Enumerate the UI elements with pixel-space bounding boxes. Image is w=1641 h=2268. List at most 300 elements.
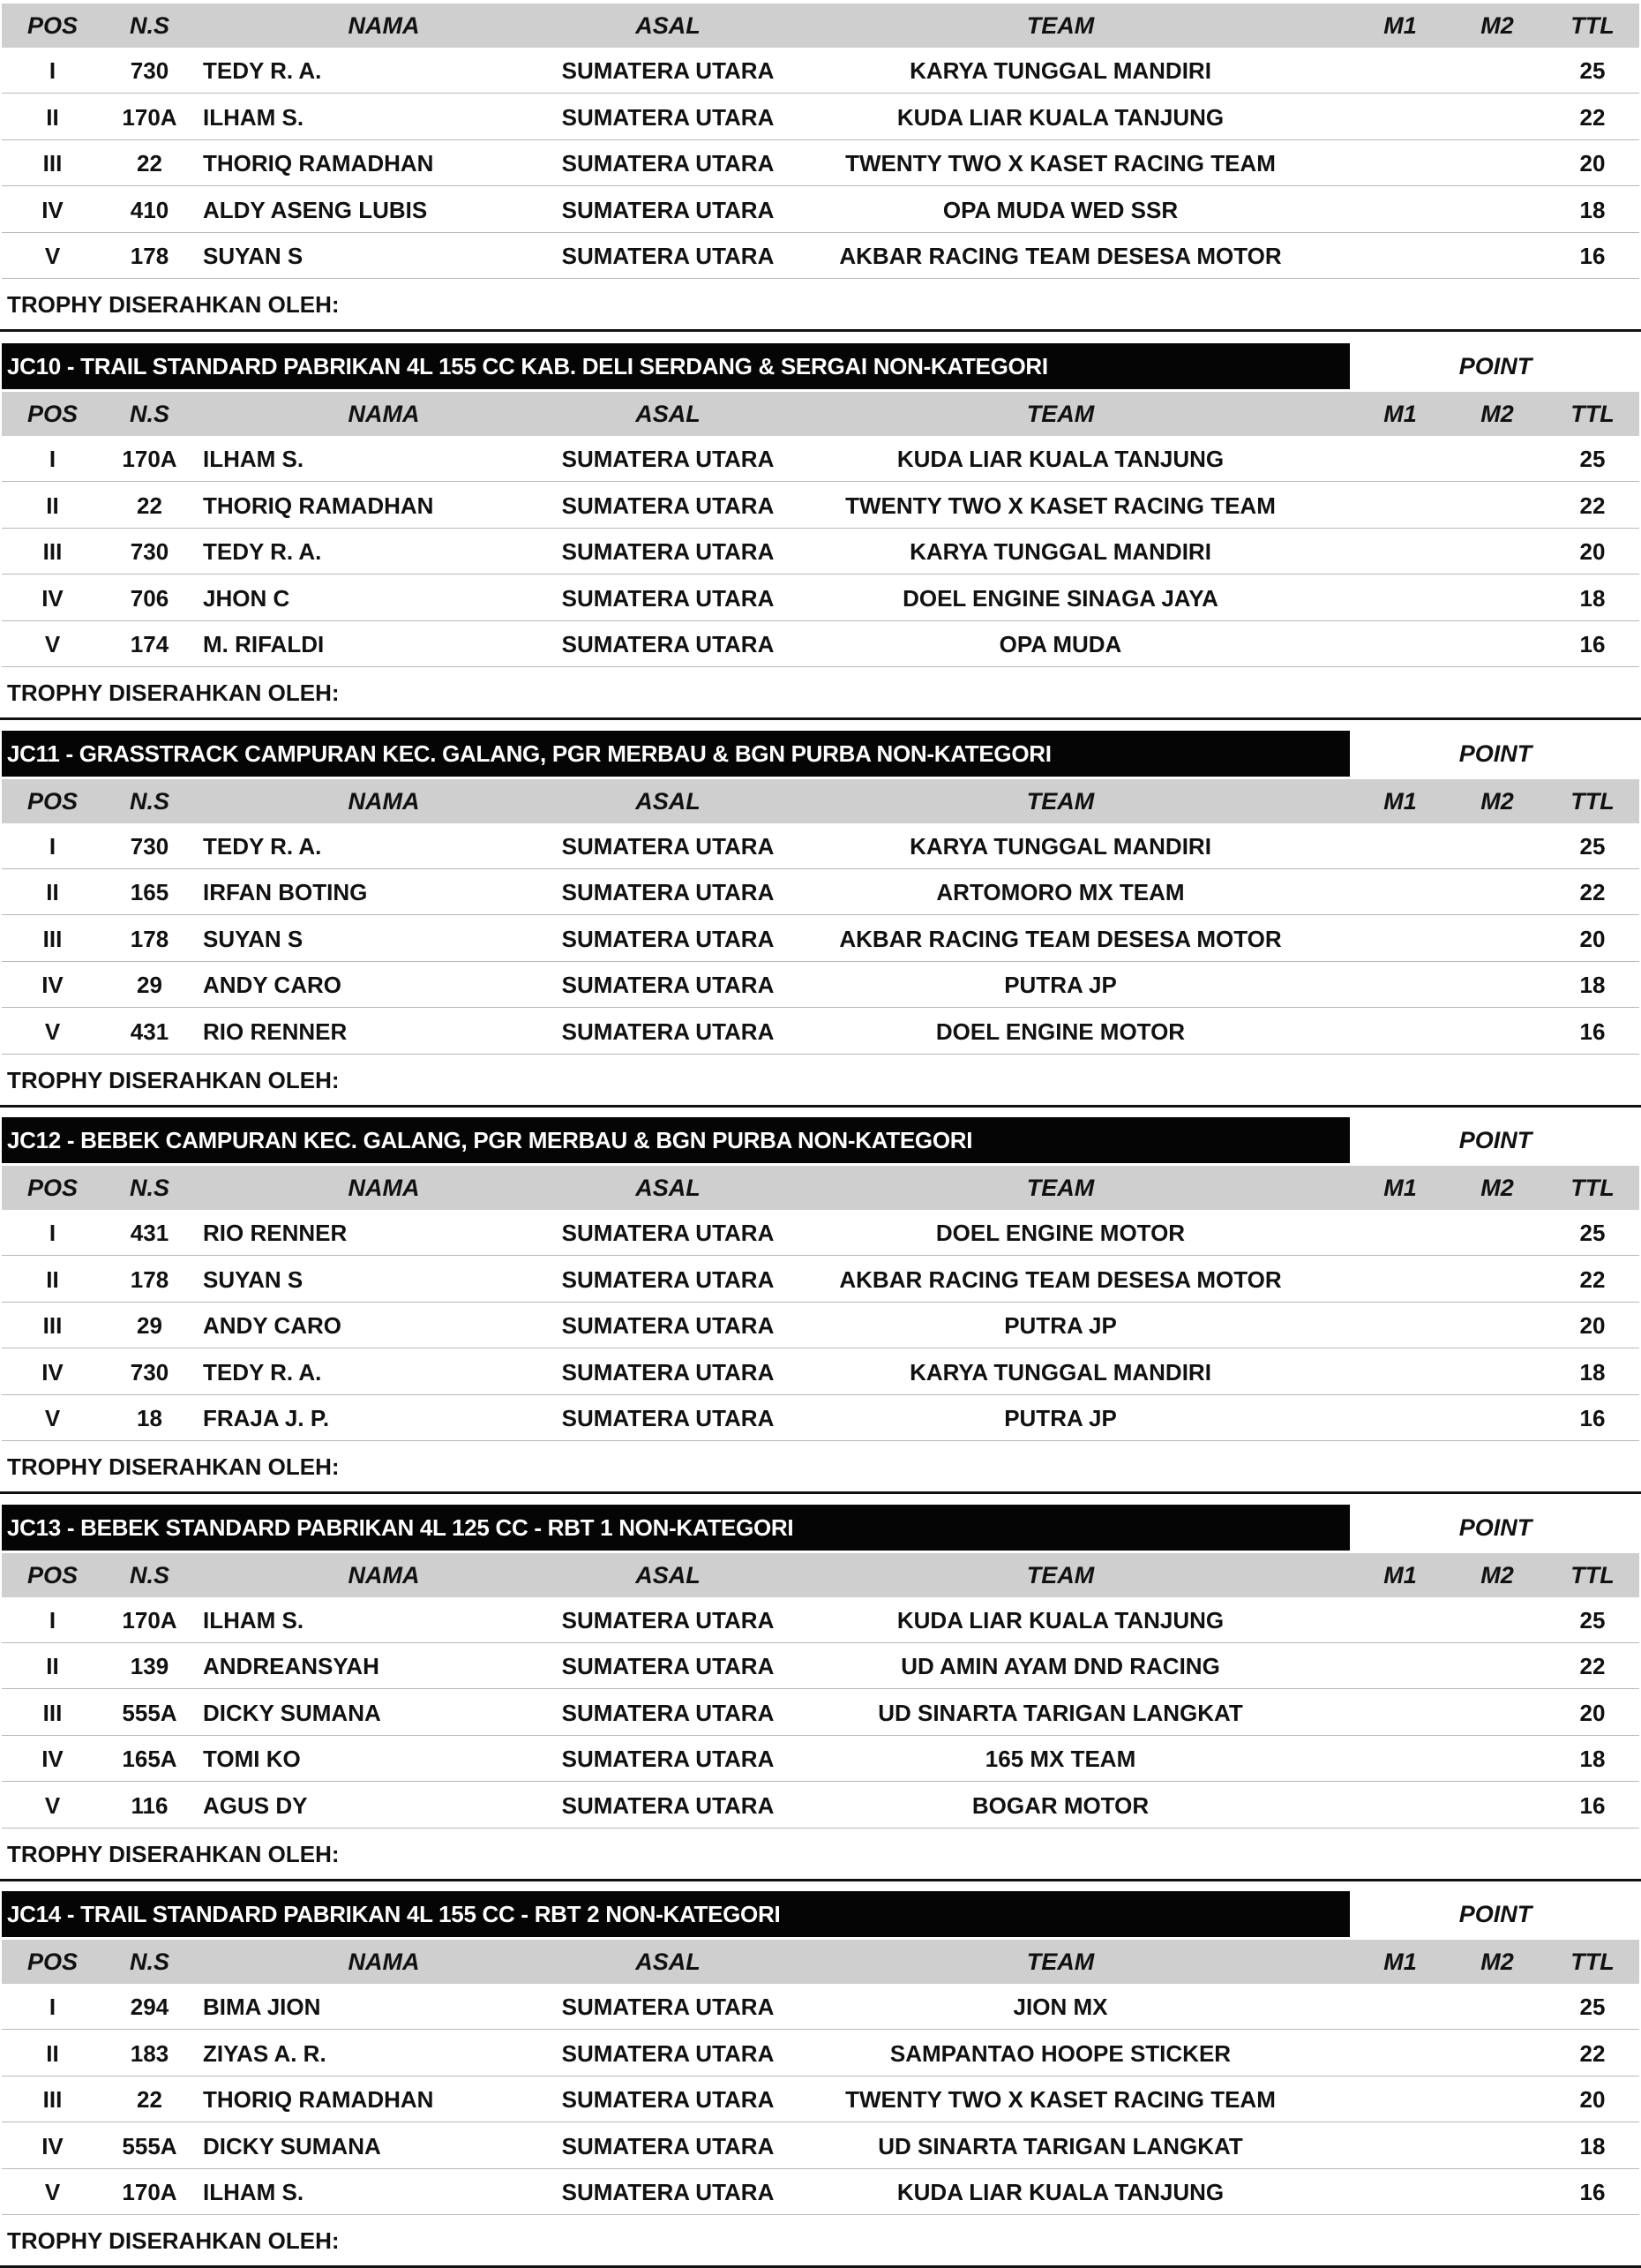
cell-m2 [1449,1349,1546,1395]
table-row [2,1257,1639,1303]
cell-nama: THORIQ RAMADHAN [203,492,434,519]
cell-m1 [1352,436,1449,482]
table-row [2,1395,1639,1441]
cell-asal: SUMATERA UTARA [561,2179,775,2206]
cell-team: KUDA LIAR KUALA TANJUNG [896,1606,1225,1633]
cell-ns: 730 [130,538,169,566]
cell-asal: SUMATERA UTARA [561,584,775,612]
cell-ttl: 20 [1579,538,1606,566]
cell-m2 [1449,436,1546,482]
cell-m1 [1352,529,1449,575]
cell-team: PUTRA JP [1004,1312,1117,1340]
cell-asal: SUMATERA UTARA [561,1358,775,1386]
point-label: POINT [1458,1127,1532,1153]
cell-team: TWENTY TWO X KASET RACING TEAM [845,492,1276,519]
cell-asal: SUMATERA UTARA [561,1018,775,1045]
cell-ttl: 22 [1579,2039,1606,2067]
table-row [2,962,1639,1008]
cell-nama: RIO RENNER [203,1018,348,1045]
cell-team: SAMPANTAO HOOPE STICKER [889,2039,1232,2067]
cell-team: PUTRA JP [1004,972,1117,999]
cell-team: OPA MUDA [999,631,1122,658]
column-header-asal: ASAL [635,401,701,427]
cell-m2 [1449,1783,1546,1829]
cell-asal: SUMATERA UTARA [561,2086,775,2114]
cell-pos: V [44,631,61,658]
cell-ns: 183 [130,2039,169,2067]
table-row [2,140,1639,186]
table-row [2,916,1639,962]
cell-m2 [1449,869,1546,915]
cell-nama: ZIYAS A. R. [203,2039,326,2067]
cell-m1 [1352,1395,1449,1441]
cell-pos: II [46,879,59,906]
trophy-label: TROPHY DISERAHKAN OLEH: [7,1066,340,1093]
cell-ttl: 22 [1579,1265,1606,1293]
cell-ns: 29 [137,1312,162,1340]
cell-pos: II [46,2039,59,2067]
cell-m1 [1352,1690,1449,1736]
cell-ns: 18 [137,1405,162,1432]
table-row [2,1597,1639,1643]
cell-team: UD SINARTA TARIGAN LANGKAT [878,1699,1243,1726]
cell-m1 [1352,1597,1449,1643]
cell-m1 [1352,823,1449,869]
cell-ttl: 16 [1579,1405,1606,1432]
cell-nama: ANDY CARO [203,1312,341,1340]
table-row [2,1009,1639,1055]
cell-m1 [1352,94,1449,140]
cell-pos: II [46,1265,59,1293]
cell-ns: 165 [130,879,169,906]
table-header [2,392,1639,436]
cell-team: DOEL ENGINE MOTOR [935,1018,1186,1045]
cell-m2 [1449,1303,1546,1348]
cell-nama: IRFAN BOTING [203,879,368,906]
cell-m1 [1352,1257,1449,1303]
cell-team: UD AMIN AYAM DND RACING [901,1653,1220,1680]
cell-pos: IV [41,1358,64,1386]
column-header-team: TEAM [1026,1949,1095,1975]
column-header-pos: POS [26,12,79,39]
cell-ns: 170A [122,1606,177,1633]
cell-pos: I [49,1606,56,1633]
cell-ns: 178 [130,925,169,952]
cell-pos: III [42,925,63,952]
cell-m2 [1449,233,1546,279]
cell-ns: 170A [122,2179,177,2206]
section-divider [0,1105,1641,1108]
column-header-pos: POS [26,1561,79,1588]
table-row [2,483,1639,529]
cell-nama: THORIQ RAMADHAN [203,2086,434,2114]
cell-asal: SUMATERA UTARA [561,832,775,860]
cell-asal: SUMATERA UTARA [561,1265,775,1293]
column-header-m1: M1 [1383,1949,1417,1975]
cell-m1 [1352,2031,1449,2076]
cell-nama: ILHAM S. [203,103,304,131]
cell-m2 [1449,1210,1546,1256]
cell-m1 [1352,869,1449,915]
column-header-m1: M1 [1383,401,1417,427]
cell-ns: 555A [122,2132,177,2159]
cell-asal: SUMATERA UTARA [561,492,775,519]
cell-m2 [1449,823,1546,869]
table-header [2,1940,1639,1984]
point-label: POINT [1458,1513,1532,1541]
cell-ttl: 18 [1579,1746,1606,1773]
column-header-ttl: TTL [1570,787,1615,815]
column-header-team: TEAM [1026,1175,1095,1201]
cell-m1 [1352,2169,1449,2215]
cell-ns: 170A [122,103,177,131]
cell-team: AKBAR RACING TEAM DESESA MOTOR [839,925,1282,952]
cell-pos: V [44,1018,61,1045]
cell-pos: IV [41,972,64,999]
cell-asal: SUMATERA UTARA [561,2039,775,2067]
column-header-ttl: TTL [1570,401,1615,427]
column-header-team: TEAM [1026,12,1095,39]
cell-team: AKBAR RACING TEAM DESESA MOTOR [839,243,1282,270]
cell-ns: 116 [131,1791,169,1819]
cell-m1 [1352,1303,1449,1348]
point-label: POINT [1458,353,1532,379]
table-row [2,1303,1639,1348]
cell-team: KARYA TUNGGAL MANDIRI [910,538,1211,566]
cell-nama: JHON C [203,584,290,612]
cell-ns: 29 [137,972,162,999]
cell-m1 [1352,1783,1449,1829]
cell-ns: 139 [130,1653,169,1680]
cell-nama: ANDREANSYAH [203,1653,379,1680]
cell-team: PUTRA JP [1004,1405,1117,1432]
section-title: JC12 - BEBEK CAMPURAN KEC. GALANG, PGR MERBAU & BGN PURBA NON-KATEGORI [2,1117,1350,1163]
cell-nama: ILHAM S. [203,2179,304,2206]
section-title: JC14 - TRAIL STANDARD PABRIKAN 4L 155 CC - RBT 2 NON-KATEGORI [2,1891,1350,1937]
cell-m1 [1352,483,1449,529]
cell-team: OPA MUDA WED SSR [942,196,1179,223]
cell-ns: 22 [137,150,162,177]
cell-m1 [1352,1210,1449,1256]
cell-ns: 178 [130,243,169,270]
cell-team: BOGAR MOTOR [971,1791,1150,1819]
cell-ttl: 22 [1579,1653,1606,1680]
cell-m2 [1449,2031,1546,2076]
cell-m1 [1352,1009,1449,1055]
cell-asal: SUMATERA UTARA [561,1699,775,1726]
cell-ttl: 20 [1579,2086,1606,2114]
section-title-row [0,343,1641,389]
cell-ttl: 22 [1579,879,1606,906]
cell-nama: M. RIFALDI [203,631,325,658]
table-row [2,1783,1639,1829]
table-row [2,436,1639,482]
cell-ns: 410 [130,196,169,223]
cell-ttl: 22 [1579,103,1606,131]
cell-m2 [1449,2169,1546,2215]
column-header-nama: NAMA [348,12,420,39]
column-header-m2: M2 [1480,1949,1514,1975]
table-row [2,2123,1639,2169]
trophy-label: TROPHY DISERAHKAN OLEH: [7,1453,340,1480]
column-header-pos: POS [26,1175,79,1201]
cell-pos: I [49,1220,56,1246]
table-row [2,1736,1639,1782]
table-header [2,779,1639,823]
table-row [2,621,1639,667]
table-row [2,823,1639,869]
cell-nama: SUYAN S [203,1265,303,1293]
cell-team: TWENTY TWO X KASET RACING TEAM [845,2086,1276,2114]
cell-m2 [1449,1643,1546,1689]
cell-ns: 555A [122,1699,177,1726]
cell-pos: I [49,1994,56,2020]
cell-ns: 22 [137,2086,162,2114]
table-header [2,4,1639,48]
cell-m2 [1449,962,1546,1008]
column-header-ns: N.S [129,1175,169,1201]
cell-ttl: 20 [1579,1699,1606,1726]
section-title: JC13 - BEBEK STANDARD PABRIKAN 4L 125 CC - RBT 1 NON-KATEGORI [2,1505,1350,1551]
cell-ttl: 25 [1579,446,1606,472]
column-header-nama: NAMA [348,1561,420,1588]
section-divider [0,1879,1641,1881]
table-row [2,2169,1639,2215]
column-header-m1: M1 [1383,1175,1417,1201]
cell-nama: ANDY CARO [203,972,341,999]
cell-ttl: 25 [1579,832,1606,860]
cell-m1 [1352,621,1449,667]
cell-m2 [1449,1395,1546,1441]
cell-pos: II [46,492,59,519]
cell-nama: DICKY SUMANA [203,1699,381,1726]
cell-ttl: 20 [1579,1312,1606,1340]
cell-m2 [1449,187,1546,233]
cell-nama: DICKY SUMANA [203,2132,381,2159]
cell-ns: 706 [130,584,169,612]
column-header-ttl: TTL [1570,1949,1615,1975]
cell-m2 [1449,483,1546,529]
cell-asal: SUMATERA UTARA [561,446,775,472]
column-header-pos: POS [26,787,79,815]
cell-pos: V [44,1405,61,1432]
cell-team: JION MX [1013,1994,1108,2020]
cell-m2 [1449,916,1546,962]
cell-m2 [1449,1984,1546,2030]
trophy-label: TROPHY DISERAHKAN OLEH: [7,2227,340,2254]
column-header-m1: M1 [1383,787,1417,815]
column-header-ns: N.S [129,401,169,427]
section-title: JC10 - TRAIL STANDARD PABRIKAN 4L 155 CC KAB. DELI SERDANG & SERGAI NON-KATEGORI [2,343,1350,389]
section-divider [0,329,1641,332]
cell-m1 [1352,140,1449,186]
cell-m2 [1449,1690,1546,1736]
table-header [2,1553,1639,1597]
cell-ttl: 25 [1579,1220,1606,1246]
column-header-ns: N.S [129,787,169,815]
cell-m2 [1449,2123,1546,2169]
cell-ns: 165A [122,1746,177,1773]
trophy-label: TROPHY DISERAHKAN OLEH: [7,291,340,318]
column-header-team: TEAM [1026,1561,1095,1588]
cell-pos: V [44,2179,61,2206]
column-header-nama: NAMA [348,787,420,815]
section-title-row [0,1117,1641,1163]
cell-pos: II [46,1653,59,1680]
column-header-m1: M1 [1383,1561,1417,1588]
cell-pos: II [46,103,59,131]
cell-asal: SUMATERA UTARA [561,1312,775,1340]
cell-asal: SUMATERA UTARA [561,1653,775,1680]
cell-nama: SUYAN S [203,243,303,270]
cell-ns: 431 [130,1018,169,1045]
cell-pos: III [42,538,63,566]
cell-nama: SUYAN S [203,925,303,952]
cell-ttl: 20 [1579,925,1606,952]
column-header-team: TEAM [1026,787,1095,815]
cell-team: TWENTY TWO X KASET RACING TEAM [845,150,1276,177]
cell-ttl: 18 [1579,972,1606,999]
cell-asal: SUMATERA UTARA [561,538,775,566]
table-row [2,94,1639,140]
table-row [2,1643,1639,1689]
cell-m2 [1449,1009,1546,1055]
cell-m1 [1352,48,1449,94]
section-divider [0,1491,1641,1494]
cell-m1 [1352,2123,1449,2169]
column-header-pos: POS [26,401,79,427]
cell-nama: THORIQ RAMADHAN [203,150,434,177]
column-header-m1: M1 [1383,12,1417,39]
column-header-ttl: TTL [1570,1175,1615,1201]
cell-ttl: 16 [1579,243,1606,270]
cell-ttl: 18 [1579,1358,1606,1386]
cell-ns: 170A [122,446,177,472]
cell-nama: RIO RENNER [203,1220,348,1246]
cell-m2 [1449,94,1546,140]
column-header-team: TEAM [1026,401,1095,427]
cell-asal: SUMATERA UTARA [561,1791,775,1819]
cell-ttl: 16 [1579,1018,1606,1045]
cell-pos: I [49,57,56,84]
cell-nama: TEDY R. A. [203,832,322,860]
cell-m1 [1352,233,1449,279]
cell-m2 [1449,1257,1546,1303]
section-title-row [0,1891,1641,1937]
table-row [2,575,1639,621]
cell-ttl: 25 [1579,1994,1606,2020]
cell-pos: III [42,150,63,177]
cell-pos: IV [41,2132,64,2159]
column-header-m2: M2 [1480,787,1514,815]
column-header-ttl: TTL [1570,12,1615,39]
table-row [2,1349,1639,1395]
cell-nama: ILHAM S. [203,1606,304,1633]
column-header-asal: ASAL [635,1949,701,1975]
cell-team: KUDA LIAR KUALA TANJUNG [896,103,1225,131]
cell-asal: SUMATERA UTARA [561,243,775,270]
cell-m1 [1352,1643,1449,1689]
column-header-m2: M2 [1480,1561,1514,1588]
table-row [2,2031,1639,2076]
column-header-nama: NAMA [348,1175,420,1201]
cell-asal: SUMATERA UTARA [561,879,775,906]
cell-ttl: 25 [1579,57,1606,84]
column-header-asal: ASAL [635,1175,701,1201]
column-header-asal: ASAL [635,1561,701,1588]
cell-nama: ILHAM S. [203,446,304,472]
cell-ttl: 16 [1579,631,1606,658]
cell-m2 [1449,621,1546,667]
cell-m1 [1352,1349,1449,1395]
cell-pos: IV [41,1746,64,1773]
cell-nama: TEDY R. A. [203,538,322,566]
point-label: POINT [1458,1901,1532,1927]
cell-asal: SUMATERA UTARA [561,1405,775,1432]
column-header-m2: M2 [1480,12,1514,39]
cell-nama: TEDY R. A. [203,1358,322,1386]
cell-asal: SUMATERA UTARA [561,1746,775,1773]
table-row [2,233,1639,279]
column-header-ns: N.S [129,1561,169,1588]
cell-pos: V [44,1791,61,1819]
cell-ns: 22 [137,492,162,519]
cell-pos: III [42,2086,63,2114]
column-header-ttl: TTL [1570,1561,1615,1588]
cell-ttl: 25 [1579,1606,1606,1633]
cell-ttl: 16 [1579,2179,1606,2206]
cell-asal: SUMATERA UTARA [561,196,775,223]
cell-m2 [1449,1736,1546,1782]
cell-ns: 294 [130,1994,169,2020]
cell-ttl: 18 [1579,196,1606,223]
column-header-ns: N.S [129,12,169,39]
cell-m2 [1449,1597,1546,1643]
cell-nama: FRAJA J. P. [203,1405,330,1432]
cell-m1 [1352,962,1449,1008]
cell-m1 [1352,187,1449,233]
column-header-asal: ASAL [635,787,701,815]
cell-asal: SUMATERA UTARA [561,150,775,177]
cell-pos: III [42,1699,63,1726]
point-label: POINT [1458,740,1532,767]
table-row [2,1210,1639,1256]
cell-nama: TEDY R. A. [203,57,322,84]
cell-pos: III [42,1312,63,1340]
table-row [2,1690,1639,1736]
cell-pos: I [49,832,56,860]
column-header-m2: M2 [1480,401,1514,427]
cell-team: ARTOMORO MX TEAM [936,879,1185,906]
cell-pos: IV [41,196,64,223]
cell-m1 [1352,575,1449,621]
cell-m1 [1352,1736,1449,1782]
cell-ttl: 18 [1579,2132,1606,2159]
section-divider [0,717,1641,720]
cell-pos: IV [41,584,64,612]
cell-m2 [1449,2076,1546,2122]
table-row [2,187,1639,233]
cell-team: DOEL ENGINE MOTOR [935,1220,1186,1246]
cell-nama: BIMA JION [203,1994,321,2020]
section-title-row [0,731,1641,777]
cell-asal: SUMATERA UTARA [561,972,775,999]
cell-asal: SUMATERA UTARA [561,1606,775,1633]
cell-team: AKBAR RACING TEAM DESESA MOTOR [839,1265,1282,1293]
cell-team: UD SINARTA TARIGAN LANGKAT [878,2132,1243,2159]
table-row [2,48,1639,94]
table-row [2,1984,1639,2030]
